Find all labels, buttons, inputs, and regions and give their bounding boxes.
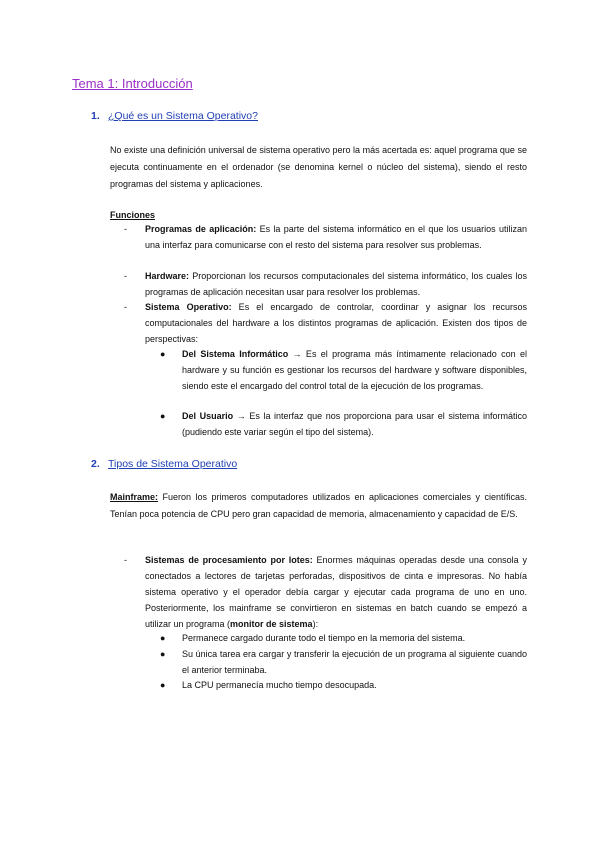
section-1-intro: No existe una definición universal de sistema operativo pero la más acertada es: aquel programa que se ejecuta continuamente en el ordenador (se denomina kernel o núcleo del sistema), siendo el resto programas del sistema y aplicaciones.	[110, 145, 527, 189]
bullet-dot-icon: ●	[160, 680, 166, 690]
dash-marker: -	[124, 271, 127, 281]
lotes-bold: monitor de sistema	[230, 619, 313, 629]
dash-marker: -	[124, 224, 127, 234]
bullet-dot-icon: ●	[160, 633, 166, 643]
dash-marker: -	[124, 555, 127, 565]
section-2-title: Tipos de Sistema Operativo	[108, 458, 238, 470]
lotes-sub-bullet-2	[160, 646, 527, 678]
dash-marker: -	[124, 302, 127, 312]
bullet-lotes	[124, 552, 527, 632]
bullet-text: Proporcionan los recursos computacionales del sistema informático, los cuales los programas de aplicación necesitan usar para resolver los problemas.	[145, 271, 527, 297]
sub-bullet-term: Del Sistema Informático	[182, 349, 289, 359]
lotes-text-b: ):	[312, 619, 319, 629]
section-1-number: 1.	[91, 110, 100, 122]
bullet-sistema-operativo	[124, 299, 527, 347]
bullet-dot-icon: ●	[160, 649, 166, 659]
lotes-sub-bullet-1	[160, 630, 527, 646]
bullet-dot-icon: ●	[160, 411, 166, 421]
funciones-label-text: Funciones	[110, 210, 156, 220]
lotes-text-a: Enormes máquinas operadas desde una consola y conectados a lectores de tarjetas perforadas, dispositivos de cinta e impresoras. No había sistema operativo y el operador debía cargar y ejecutar cada programa de uno en uno. Posteriormente, los mainframe se convirtieron en sistemas en batch cuando se empezó a utilizar un programa (	[145, 555, 527, 629]
bullet-programas	[124, 221, 527, 253]
section-2-heading	[91, 458, 237, 470]
section-2-number: 2.	[91, 458, 100, 470]
sub-bullet-term: Del Usuario	[182, 411, 234, 421]
lotes-sub-bullet-text: Su única tarea era cargar y transferir la ejecución de un programa al siguiente cuando el anterior terminaba.	[182, 649, 527, 675]
lotes-term: Sistemas de procesamiento por lotes:	[145, 555, 313, 565]
tema-title: Tema 1: Introducción	[72, 76, 193, 91]
sub-bullet-sistema-informatico	[160, 346, 527, 394]
sub-bullet-text: → Es el programa más íntimamente relacionado con el hardware y su función es gestionar los recursos del hardware y software disponibles, siendo este el encargado del control total de la ejecución de los programas.	[182, 349, 527, 391]
mainframe-text: Fueron los primeros computadores utilizados en aplicaciones comerciales y científicas. Tenían poca potencia de CPU pero gran capacidad de memoria, almacenamiento y capacidad de E/S.	[110, 492, 527, 519]
bullet-text: Es la parte del sistema informático en el que los usuarios utilizan una interfaz para comunicarse con el resto del sistema para resolver sus problemas.	[145, 224, 527, 250]
mainframe-label: Mainframe:	[110, 492, 159, 502]
lotes-sub-bullet-text: La CPU permanecía mucho tiempo desocupada.	[182, 680, 377, 690]
bullet-hardware	[124, 268, 527, 300]
mainframe-paragraph	[110, 489, 527, 523]
bullet-dot-icon: ●	[160, 349, 166, 359]
bullet-text: Es el encargado de controlar, coordinar y asignar los recursos computacionales del hardware a los distintos programas de aplicación. Existen dos tipos de perspectivas:	[145, 302, 527, 344]
sub-bullet-text: → Es la interfaz que nos proporciona para usar el sistema informático (pudiendo este variar según el tipo del sistema).	[182, 411, 528, 437]
lotes-sub-bullet-text: Permanece cargado durante todo el tiempo en la memoria del sistema.	[182, 633, 466, 643]
bullet-term: Programas de aplicación:	[145, 224, 257, 234]
bullet-term: Hardware:	[145, 271, 190, 281]
lotes-sub-bullet-3	[160, 677, 527, 693]
bullet-term: Sistema Operativo:	[145, 302, 232, 312]
section-1-title: ¿Qué es un Sistema Operativo?	[108, 110, 258, 122]
sub-bullet-usuario	[160, 408, 527, 440]
section-1-heading	[91, 110, 258, 122]
